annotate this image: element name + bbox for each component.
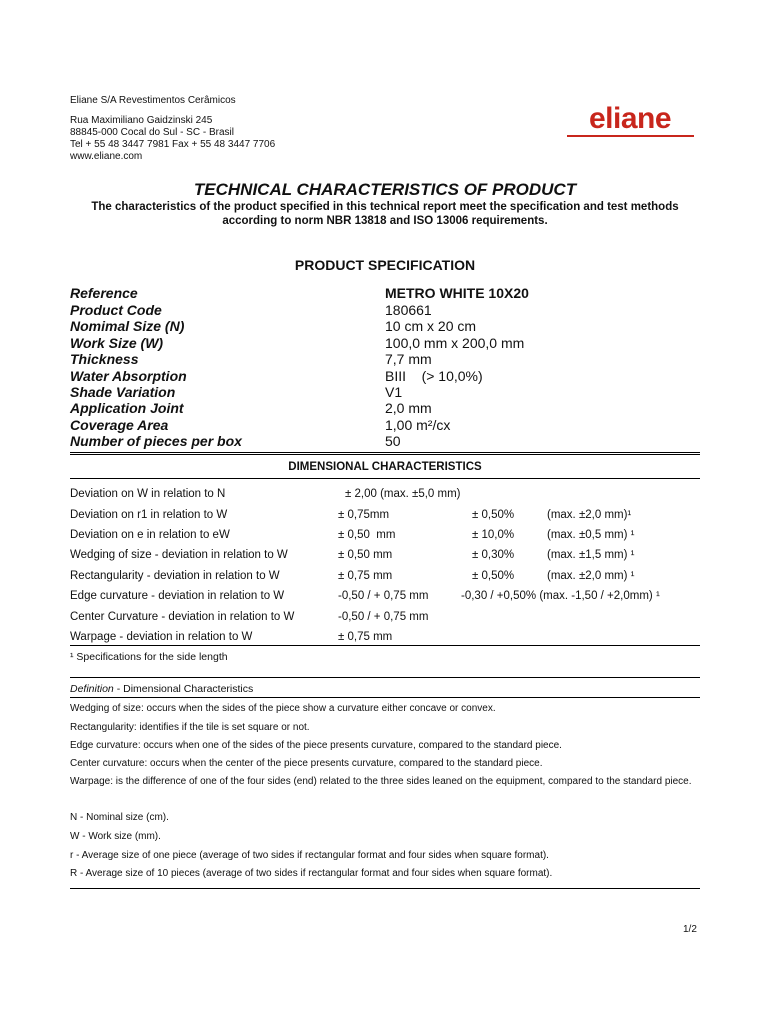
dim-value: -0,50 / + 0,75 mm: [338, 590, 429, 602]
dim-name: Deviation on W in relation to N: [70, 488, 226, 500]
dim-max: (max. ±2,0 mm)¹: [547, 509, 632, 521]
spec-label: Thickness: [70, 351, 139, 367]
divider: [70, 454, 700, 455]
company-city: 88845-000 Cocal do Sul - SC - Brasil: [70, 127, 234, 138]
spec-label: Shade Variation: [70, 384, 176, 400]
eliane-logo: [563, 104, 698, 146]
divider: [70, 888, 700, 889]
dim-name: Deviation on e in relation to eW: [70, 529, 230, 541]
spec-value: 180661: [385, 301, 432, 318]
table-row: [70, 488, 710, 508]
spec-heading: PRODUCT SPECIFICATION: [294, 257, 476, 273]
dimensional-heading: DIMENSIONAL CHARACTERISTICS: [288, 461, 482, 473]
divider: [70, 478, 700, 479]
spec-row: [70, 285, 700, 301]
company-name: Eliane S/A Revestimentos Cerâmicos: [70, 95, 236, 106]
table-row: [70, 509, 710, 529]
definition-title: - Dimensional Characteristics: [113, 683, 254, 695]
document-subtitle: The characteristics of the product specified in this technical report meet the specification and test methods according to norm NBR 13818 and ISO 13006 requirements.: [91, 201, 679, 227]
definition-item: Wedging of size: occurs when the sides of the piece show a curvature either concave or convex.: [70, 703, 496, 714]
spec-row: [70, 400, 700, 416]
spec-label: Number of pieces per box: [70, 433, 242, 449]
definition-item: Center curvature: occurs when the center of the piece presents curvature, compared to the standard piece.: [70, 758, 543, 769]
spec-label: Product Code: [70, 301, 162, 318]
dim-name: Edge curvature - deviation in relation to W: [70, 590, 285, 602]
spec-value: METRO WHITE 10X20: [385, 285, 529, 301]
dim-percent: -0,30 / +0,50% (max. -1,50 / +2,0mm) ¹: [461, 590, 660, 602]
spec-value: 2,0 mm: [385, 400, 432, 416]
spec-value: 10 cm x 20 cm: [385, 318, 477, 334]
spec-row: [70, 417, 700, 433]
spec-value: 100,0 mm x 200,0 mm: [385, 334, 525, 351]
company-phone: Tel + 55 48 3447 7981 Fax + 55 48 3447 7706: [70, 139, 276, 150]
spec-label: Work Size (W): [70, 334, 164, 351]
dim-max: (max. ±0,5 mm) ¹: [547, 529, 635, 541]
dim-name: Warpage - deviation in relation to W: [70, 631, 253, 643]
dim-name: Wedging of size - deviation in relation to W: [70, 549, 288, 561]
spec-row: [70, 433, 700, 449]
divider: [70, 452, 700, 453]
divider: [70, 697, 700, 698]
spec-row: [70, 384, 700, 400]
dim-name: Center Curvature - deviation in relation to W: [70, 611, 295, 623]
spec-label: Water Absorption: [70, 367, 187, 384]
dim-max: (max. ±1,5 mm) ¹: [547, 549, 635, 561]
spec-row: [70, 318, 700, 334]
svg-text:eliane: eliane: [588, 104, 672, 135]
spec-label: Application Joint: [70, 400, 184, 416]
spec-value: V1: [385, 384, 403, 400]
dim-value: -0,50 / + 0,75 mm: [338, 611, 429, 623]
footnote: ¹ Specifications for the side length: [70, 651, 228, 663]
dim-name: Rectangularity - deviation in relation to W: [70, 570, 280, 582]
spec-row: [70, 368, 700, 384]
spec-label: Reference: [70, 285, 138, 301]
spec-label: Coverage Area: [70, 416, 169, 433]
spec-label: Nomimal Size (N): [70, 318, 185, 334]
dim-value: ± 0,75mm: [338, 509, 390, 521]
spec-value: 7,7 mm: [385, 351, 432, 367]
dim-percent: ± 0,50%: [472, 570, 515, 582]
dim-name: Deviation on r1 in relation to W: [70, 509, 228, 521]
table-row: [70, 529, 710, 549]
page-number: 1/2: [683, 924, 697, 935]
table-row: [70, 570, 710, 590]
definition-item: Rectangularity: identifies if the tile is set square or not.: [70, 722, 310, 733]
divider: [70, 677, 700, 678]
definition-item: R - Average size of 10 pieces (average of two sides if rectangular format and four sides when square format).: [70, 868, 553, 879]
definition-item: W - Work size (mm).: [70, 831, 161, 842]
table-row: [70, 631, 710, 651]
definition-item: N - Nominal size (cm).: [70, 812, 169, 823]
definition-item: Warpage: is the difference of one of the four sides (end) related to the three sides leaned on the equipment, compared to the standard piece.: [70, 776, 692, 787]
definition-item: Edge curvature: occurs when one of the sides of the piece presents curvature, compared to the standard piece.: [70, 740, 562, 751]
spec-value: 50: [385, 433, 401, 449]
dim-value: ± 0,50 mm: [338, 529, 396, 541]
spec-row: [70, 302, 700, 318]
dim-value: ± 0,75 mm: [338, 631, 393, 643]
document-title: TECHNICAL CHARACTERISTICS OF PRODUCT: [193, 180, 577, 199]
dim-value: ± 0,50 mm: [338, 549, 393, 561]
dim-max: (max. ±2,0 mm) ¹: [547, 570, 635, 582]
dim-percent: ± 0,50%: [472, 509, 515, 521]
company-address: Rua Maximiliano Gaidzinski 245: [70, 115, 213, 126]
spec-value: BIII (> 10,0%): [385, 367, 483, 384]
dim-percent: ± 0,30%: [472, 549, 515, 561]
definitions-heading: [70, 683, 700, 696]
table-row: [70, 611, 710, 631]
spec-value: 1,00 m²/cx: [385, 416, 451, 433]
dim-percent: ± 10,0%: [472, 529, 515, 541]
definition-label: Definition: [70, 683, 114, 695]
table-row: [70, 590, 710, 610]
definition-item: r - Average size of one piece (average of two sides if rectangular format and four sides when square format).: [70, 850, 549, 861]
dim-value: ± 0,75 mm: [338, 570, 393, 582]
dim-value: ± 2,00 (max. ±5,0 mm): [345, 488, 461, 500]
table-row: [70, 549, 710, 569]
spec-row: [70, 335, 700, 351]
divider: [70, 645, 700, 646]
spec-row: [70, 351, 700, 367]
company-website: www.eliane.com: [70, 151, 143, 162]
